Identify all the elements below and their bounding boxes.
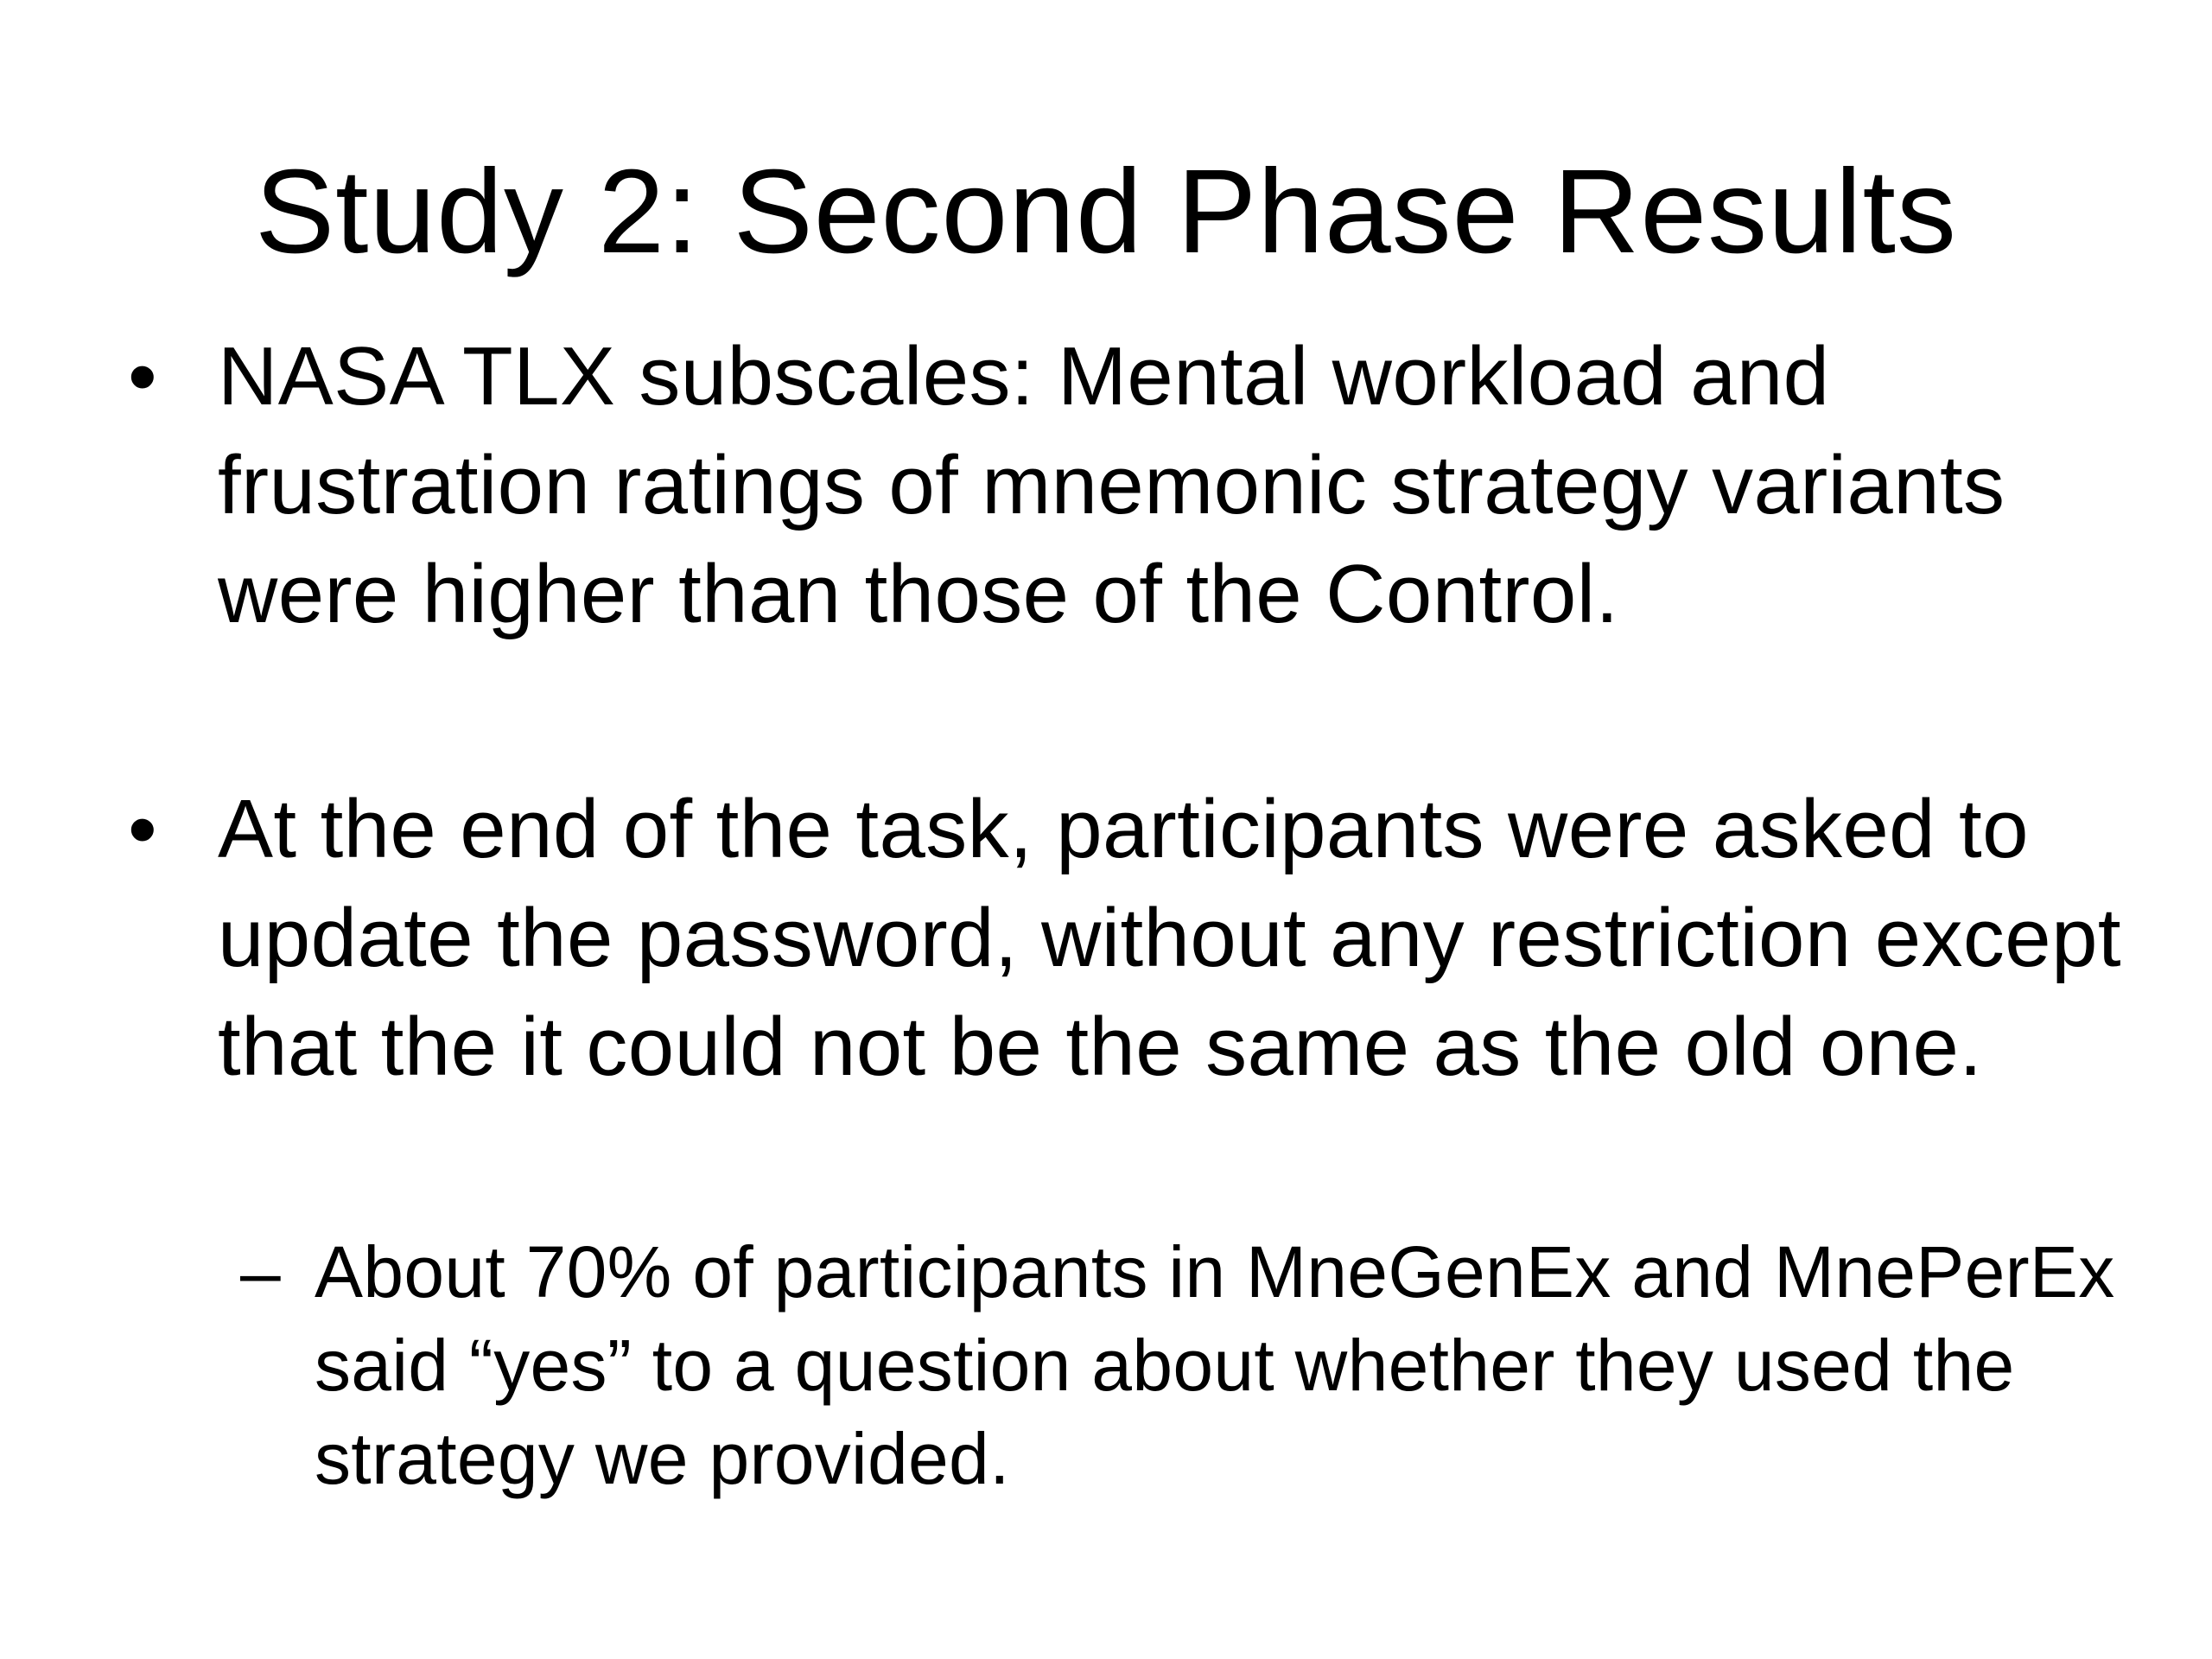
bullet-text: NASA TLX subscales: Mental workload and frustration ratings of mnemonic strategy variants were higher than those of the Control.	[218, 330, 2005, 640]
sub-bullet-marker: –	[240, 1231, 281, 1313]
bullet-marker: •	[128, 783, 157, 875]
bullet-text: At the end of the task, participants were asked to update the password, without any restriction except that the it could not be the same as the old one.	[218, 783, 2121, 1093]
sub-bullet-text: About 70% of participants in MneGenEx and MnePerEx said “yes” to a question about whether they used the strategy we provided.	[315, 1231, 2115, 1499]
slide-title: Study 2: Second Phase Results	[255, 145, 1957, 278]
bullet-marker: •	[128, 330, 157, 423]
